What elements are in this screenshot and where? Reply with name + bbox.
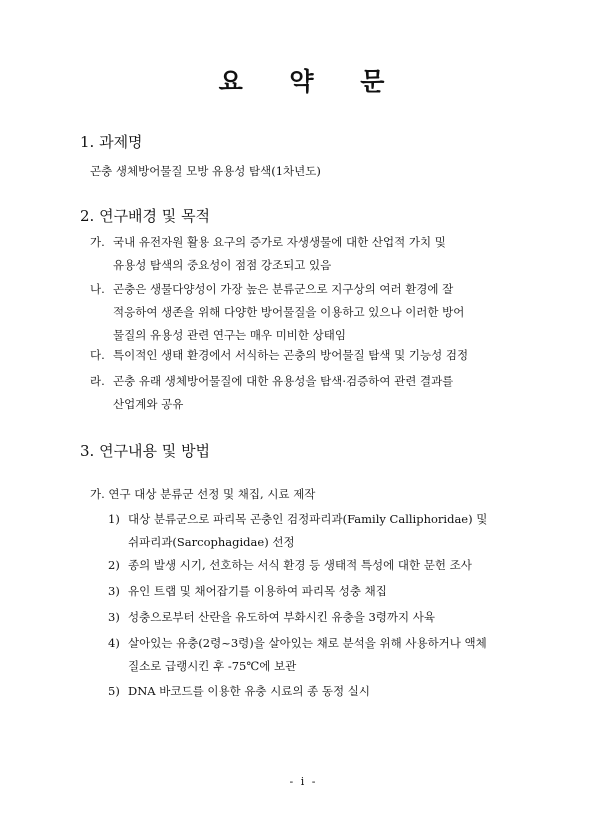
- list-item: [108, 508, 528, 554]
- list-item: [90, 231, 535, 277]
- list-item: [108, 606, 528, 629]
- item-line: 질소로 급랭시킨 후 -75℃에 보관: [128, 659, 297, 673]
- item-line: 유인 트랩 및 채어잡기를 이용하여 파리목 성충 채집: [128, 584, 387, 598]
- list-item: [90, 370, 535, 416]
- item-label: 4): [108, 636, 120, 650]
- item-label: 2): [108, 558, 120, 572]
- list-item: [108, 680, 528, 703]
- subsection-heading: 가. 연구 대상 분류군 선정 및 채집, 시료 제작: [90, 487, 316, 501]
- item-line: 종의 발생 시기, 선호하는 서식 환경 등 생태적 특성에 대한 문헌 조사: [128, 558, 472, 572]
- list-item: [108, 580, 528, 603]
- item-label: 가.: [90, 235, 105, 249]
- item-line: 국내 유전자원 활용 요구의 증가로 자생생물에 대한 산업적 가치 및: [113, 235, 446, 249]
- section-3-heading: 3. 연구내용 및 방법: [80, 442, 211, 460]
- item-label: 다.: [90, 348, 105, 362]
- list-item: [108, 632, 528, 678]
- item-line: 적응하여 생존을 위해 다양한 방어물질을 이용하고 있으나 이러한 방어: [113, 305, 465, 319]
- item-line: 성충으로부터 산란을 유도하여 부화시킨 유충을 3령까지 사육: [128, 610, 435, 624]
- item-label: 1): [108, 512, 120, 526]
- list-item: [90, 278, 535, 347]
- section-1-heading: 1. 과제명: [80, 133, 143, 151]
- item-line: 산업계와 공유: [113, 397, 184, 411]
- item-label: 나.: [90, 282, 105, 296]
- item-line: 물질의 유용성 관련 연구는 매우 미비한 상태임: [113, 328, 347, 342]
- item-line: 대상 분류군으로 파리목 곤충인 검정파리과(Family Calliphoridae) 및: [128, 512, 488, 526]
- page-number: - i -: [289, 775, 316, 788]
- item-line: 유용성 탐색의 중요성이 점점 강조되고 있음: [113, 258, 332, 272]
- item-line: 쉬파리과(Sarcophagidae) 선정: [128, 535, 295, 549]
- item-line: 살아있는 유충(2령~3령)을 살아있는 채로 분석을 위해 사용하거나 액체: [128, 636, 487, 650]
- page-title: 요 약 문: [218, 67, 387, 96]
- item-label: 3): [108, 610, 120, 624]
- section-2-heading: 2. 연구배경 및 목적: [80, 207, 211, 225]
- project-name: 곤충 생체방어물질 모방 유용성 탐색(1차년도): [90, 164, 321, 178]
- item-line: 곤충 유래 생체방어물질에 대한 유용성을 탐색·검증하여 관련 결과를: [113, 374, 454, 388]
- item-label: 라.: [90, 374, 105, 388]
- list-item: [108, 554, 528, 577]
- item-line: 특이적인 생태 환경에서 서식하는 곤충의 방어물질 탐색 및 기능성 검정: [113, 348, 469, 362]
- list-item: [90, 344, 535, 367]
- item-label: 3): [108, 584, 120, 598]
- item-line: DNA 바코드를 이용한 유충 시료의 종 동정 실시: [128, 684, 371, 698]
- item-label: 5): [108, 684, 120, 698]
- item-line: 곤충은 생물다양성이 가장 높은 분류군으로 지구상의 여러 환경에 잘: [113, 282, 454, 296]
